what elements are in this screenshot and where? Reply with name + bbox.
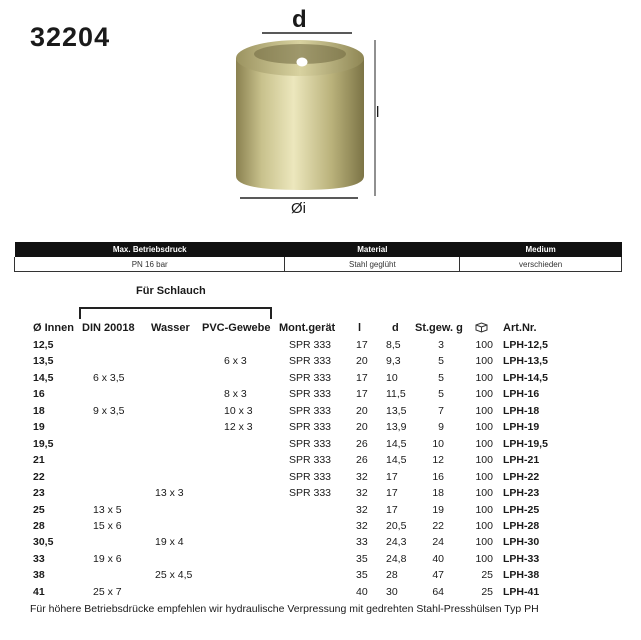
- cell-l: 40: [356, 585, 368, 598]
- cell-mont: SPR 333: [289, 355, 332, 368]
- cell-inner: 14,5: [33, 371, 54, 384]
- cell-art: LPH-19: [503, 421, 540, 434]
- spec-header-material: Material: [285, 242, 460, 257]
- cell-d: 9,3: [386, 355, 401, 368]
- cell-mont: SPR 333: [289, 404, 332, 417]
- cell-l: 17: [356, 339, 368, 351]
- cell-pack: 100: [475, 470, 493, 483]
- cell-stgew: 64: [432, 585, 444, 598]
- cell-d: 17: [386, 503, 398, 516]
- cell-inner: 16: [33, 388, 45, 401]
- cell-mont: SPR 333: [289, 339, 332, 351]
- cell-pack: 25: [481, 585, 493, 598]
- cell-mont: SPR 333: [289, 470, 332, 483]
- cell-d: 13,9: [386, 421, 407, 434]
- cell-art: LPH-23: [503, 487, 540, 500]
- cell-art: LPH-38: [503, 569, 540, 582]
- col-d: d: [392, 322, 399, 334]
- cell-inner: 33: [33, 552, 45, 565]
- sleeve-body: [236, 58, 364, 190]
- cell-inner: 19: [33, 421, 45, 434]
- cell-art: LPH-30: [503, 536, 540, 549]
- footnote: Für höhere Betriebsdrücke empfehlen wir hydraulische Verpressung mit gedrehten Stahl-Presshülsen Typ PH: [30, 603, 539, 615]
- table-row: [0, 421, 641, 437]
- cell-din: 6 x 3,5: [93, 371, 125, 384]
- col-mont: Mont.gerät: [279, 322, 336, 334]
- cell-mont: SPR 333: [289, 371, 332, 384]
- table-row: [0, 487, 641, 503]
- spec-value-medium: verschieden: [460, 257, 622, 272]
- table-row: [0, 520, 641, 536]
- spec-header-pressure: Max. Betriebsdruck: [15, 242, 285, 257]
- cell-inner: 30,5: [33, 536, 54, 549]
- cell-mont: SPR 333: [289, 421, 332, 434]
- cell-l: 26: [356, 437, 368, 450]
- cell-l: 33: [356, 536, 368, 549]
- cell-inner: 21: [33, 454, 45, 467]
- hose-group-bracket: [79, 307, 272, 319]
- spec-value-material: Stahl geglüht: [285, 257, 460, 272]
- table-row: [0, 438, 641, 454]
- cell-d: 10: [386, 371, 398, 384]
- cell-art: LPH-33: [503, 552, 540, 565]
- cell-stgew: 18: [432, 487, 444, 500]
- cell-l: 20: [356, 355, 368, 368]
- cell-din: 25 x 7: [93, 585, 122, 598]
- cell-inner: 12,5: [33, 339, 54, 351]
- dimension-inner-label: Øi: [291, 200, 306, 217]
- cell-stgew: 7: [438, 404, 444, 417]
- cell-inner: 13,5: [33, 355, 54, 368]
- cell-stgew: 19: [432, 503, 444, 516]
- cell-d: 24,3: [386, 536, 407, 549]
- cell-pack: 100: [475, 388, 493, 401]
- cell-art: LPH-12,5: [503, 339, 548, 351]
- cell-pack: 100: [475, 552, 493, 565]
- cell-din: 13 x 5: [93, 503, 122, 516]
- col-weight: St.gew. g: [415, 322, 463, 334]
- cell-din: 19 x 6: [93, 552, 122, 565]
- table-row: [0, 405, 641, 421]
- cell-l: 20: [356, 404, 368, 417]
- cell-d: 24,8: [386, 552, 407, 565]
- cell-art: LPH-21: [503, 454, 540, 467]
- cell-pack: 25: [481, 569, 493, 582]
- cell-d: 17: [386, 470, 398, 483]
- cell-pack: 100: [475, 503, 493, 516]
- cell-l: 32: [356, 487, 368, 500]
- cell-d: 17: [386, 487, 398, 500]
- cell-mont: SPR 333: [289, 437, 332, 450]
- cell-pack: 100: [475, 536, 493, 549]
- cell-l: 32: [356, 470, 368, 483]
- cell-l: 32: [356, 503, 368, 516]
- cell-pvc: 12 x 3: [224, 421, 253, 434]
- cell-inner: 19,5: [33, 437, 54, 450]
- cell-inner: 38: [33, 569, 45, 582]
- table-header: [0, 322, 641, 338]
- cell-inner: 41: [33, 585, 45, 598]
- col-din: DIN 20018: [82, 322, 135, 334]
- cell-stgew: 9: [438, 421, 444, 434]
- cell-pack: 100: [475, 371, 493, 384]
- col-inner-diameter: Ø Innen: [33, 322, 74, 334]
- cell-d: 11,5: [386, 388, 406, 401]
- vent-hole: [297, 58, 308, 67]
- cell-art: LPH-22: [503, 470, 540, 483]
- cell-d: 14,5: [386, 454, 407, 467]
- cell-d: 8,5: [386, 339, 401, 351]
- cell-din: 15 x 6: [93, 519, 122, 532]
- cell-l: 32: [356, 519, 368, 532]
- cell-pack: 100: [475, 421, 493, 434]
- cell-stgew: 47: [432, 569, 444, 582]
- cell-wasser: 19 x 4: [155, 536, 184, 549]
- cell-stgew: 12: [432, 454, 444, 467]
- table-row: [0, 339, 641, 355]
- cell-l: 35: [356, 569, 368, 582]
- col-l: l: [358, 322, 362, 334]
- cell-d: 20,5: [386, 519, 407, 532]
- article-number: 32204: [30, 22, 111, 52]
- cell-d: 14,5: [386, 437, 407, 450]
- cell-inner: 23: [33, 487, 45, 500]
- cell-mont: SPR 333: [289, 487, 332, 500]
- cell-l: 35: [356, 552, 368, 565]
- cell-art: LPH-14,5: [503, 371, 548, 384]
- cell-art: LPH-18: [503, 404, 540, 417]
- cell-stgew: 5: [438, 371, 444, 384]
- spec-table: [14, 242, 622, 272]
- cell-d: 13,5: [386, 404, 407, 417]
- cell-pack: 100: [475, 487, 493, 500]
- col-article: Art.Nr.: [503, 322, 537, 334]
- cell-pack: 100: [475, 355, 493, 368]
- cell-d: 30: [386, 585, 398, 598]
- table-row: [0, 536, 641, 552]
- cell-pack: 100: [475, 404, 493, 417]
- table-row: [0, 471, 641, 487]
- cell-stgew: 5: [438, 388, 444, 401]
- cell-stgew: 16: [432, 470, 444, 483]
- cell-d: 28: [386, 569, 398, 582]
- cell-l: 17: [356, 388, 368, 401]
- cell-art: LPH-41: [503, 585, 540, 598]
- col-pvc: PVC-Gewebe: [202, 322, 271, 334]
- table-row: [0, 355, 641, 371]
- package-icon: [475, 322, 488, 336]
- table-row: [0, 388, 641, 404]
- cell-inner: 25: [33, 503, 45, 516]
- dimension-d-label: d: [292, 6, 307, 33]
- cell-art: LPH-16: [503, 388, 540, 401]
- spec-value-pressure: PN 16 bar: [15, 257, 285, 272]
- table-row: [0, 372, 641, 388]
- cell-inner: 18: [33, 404, 45, 417]
- col-wasser: Wasser: [151, 322, 190, 334]
- cell-art: LPH-25: [503, 503, 540, 516]
- cell-pack: 100: [475, 454, 493, 467]
- cell-stgew: 24: [432, 536, 444, 549]
- cell-pvc: 6 x 3: [224, 355, 247, 368]
- cell-pvc: 8 x 3: [224, 388, 247, 401]
- table-row: [0, 504, 641, 520]
- cell-l: 20: [356, 421, 368, 434]
- cell-stgew: 3: [438, 339, 444, 351]
- cell-l: 26: [356, 454, 368, 467]
- cell-pack: 100: [475, 519, 493, 532]
- table-row: [0, 553, 641, 569]
- cell-wasser: 25 x 4,5: [155, 569, 193, 582]
- cell-stgew: 22: [432, 519, 444, 532]
- cell-inner: 22: [33, 470, 45, 483]
- cell-mont: SPR 333: [289, 454, 332, 467]
- table-row: [0, 454, 641, 470]
- cell-art: LPH-28: [503, 519, 540, 532]
- table-row: [0, 569, 641, 585]
- sleeve-drawing: [0, 0, 641, 240]
- cell-stgew: 40: [432, 552, 444, 565]
- cell-inner: 28: [33, 519, 45, 532]
- cell-pack: 100: [475, 339, 493, 351]
- cell-l: 17: [356, 371, 368, 384]
- cell-stgew: 10: [432, 437, 444, 450]
- dimension-l-label: l: [376, 104, 380, 121]
- cell-pack: 100: [475, 437, 493, 450]
- cell-art: LPH-19,5: [503, 437, 548, 450]
- cell-pvc: 10 x 3: [224, 404, 253, 417]
- cell-art: LPH-13,5: [503, 355, 548, 368]
- cell-wasser: 13 x 3: [155, 487, 184, 500]
- table-row: [0, 586, 641, 602]
- cell-din: 9 x 3,5: [93, 404, 125, 417]
- cell-stgew: 5: [438, 355, 444, 368]
- cell-mont: SPR 333: [289, 388, 332, 401]
- spec-header-medium: Medium: [460, 242, 622, 257]
- hose-group-label: Für Schlauch: [136, 285, 206, 297]
